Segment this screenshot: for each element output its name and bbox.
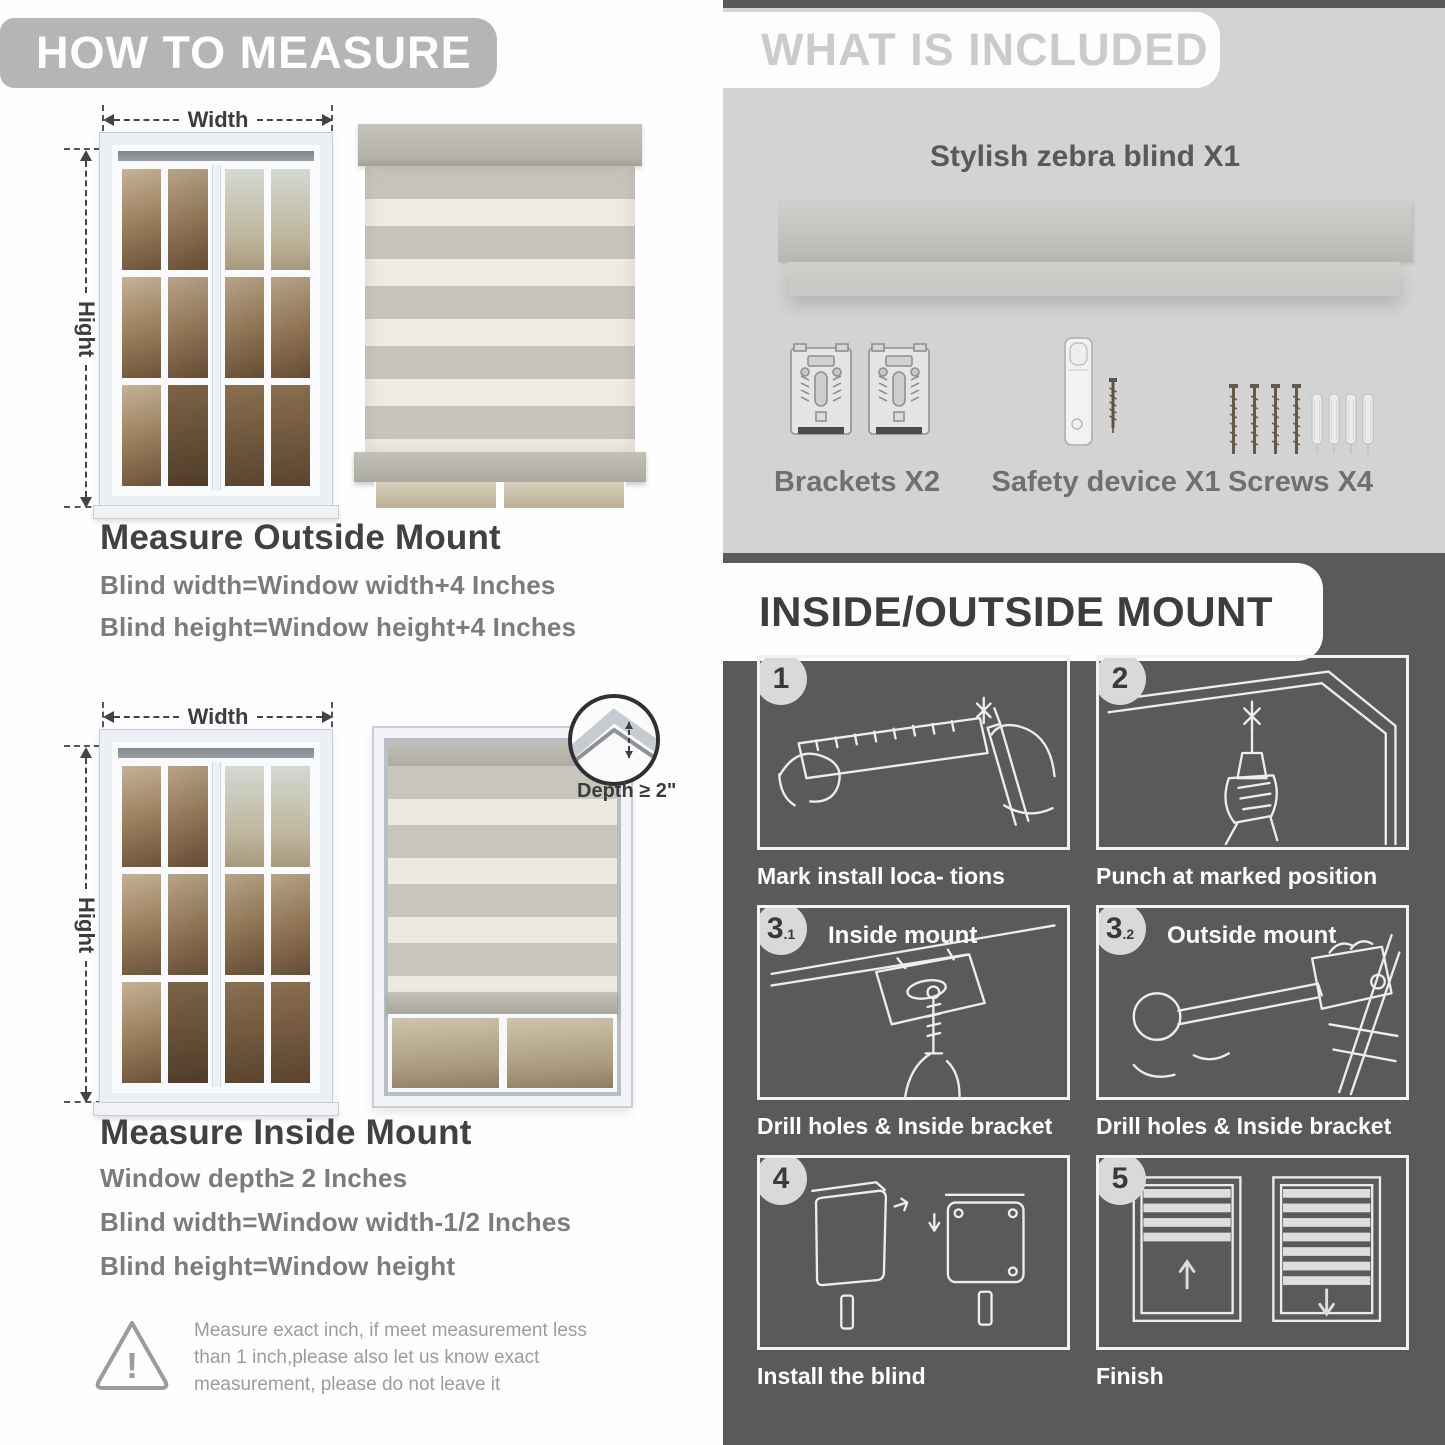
step-1-caption: Mark install loca- tions	[757, 863, 1005, 889]
step-2-caption: Punch at marked position	[1096, 863, 1378, 889]
window-photo-outside	[100, 133, 332, 508]
window-pane	[122, 169, 161, 270]
window-sill	[94, 506, 338, 518]
screws-label: Screws X4	[1227, 466, 1374, 498]
warning-text: Measure exact inch, if meet measurement less than 1 inch,please also let us know exact measurement, please do not leave it	[194, 1320, 587, 1395]
window-pane	[122, 766, 161, 867]
inside-mount-title: Measure Inside Mount	[100, 1113, 472, 1152]
window-pane	[271, 874, 310, 975]
step-4-caption: Install the blind	[757, 1363, 926, 1389]
step-number-badge: 3 .1	[757, 905, 807, 955]
height-arrow-outside	[74, 150, 99, 508]
step-number-badge: 3 .2	[1096, 905, 1146, 955]
inside-formula-width: Blind width=Window width-1/2 Inches	[100, 1207, 572, 1237]
window-pane	[225, 277, 264, 378]
window-top-shade	[118, 748, 314, 758]
window-mullion	[212, 165, 221, 490]
inside-formula-height: Blind height=Window height	[100, 1251, 456, 1281]
step-number-badge: 2	[1096, 655, 1146, 705]
arrow-up-icon	[80, 150, 92, 161]
window-photo-inside	[100, 730, 332, 1105]
window-pane	[271, 169, 310, 270]
screw-icon	[1106, 378, 1120, 434]
drill-icon	[1099, 658, 1406, 847]
step-3-2-caption: Drill holes & Inside bracket	[1096, 1113, 1392, 1139]
install-blind-icon	[760, 1158, 1067, 1347]
step-1	[757, 655, 1070, 890]
how-to-measure-title: HOW TO MEASURE	[36, 27, 472, 78]
arrow-down-icon	[80, 1092, 92, 1103]
window-pane	[122, 385, 161, 486]
mark-locations-icon	[760, 658, 1067, 847]
step-number-badge: 5	[1096, 1155, 1146, 1205]
window-pane	[225, 766, 264, 867]
blind-headrail-under	[788, 262, 1400, 296]
bracket-icon	[866, 342, 932, 442]
window-pane	[225, 385, 264, 486]
warning-triangle-icon	[92, 1316, 172, 1394]
window-below-blind	[388, 1014, 617, 1092]
outside-mount-title: Measure Outside Mount	[100, 518, 501, 557]
window-top-shade	[118, 151, 314, 161]
blind-bottom-rail	[354, 452, 646, 482]
blind-top-rail	[358, 124, 642, 166]
inside-mount-label: Inside mount	[828, 922, 978, 949]
window-pane	[271, 766, 310, 867]
blind-bottom-rail	[388, 992, 617, 1014]
step-5	[1096, 1155, 1409, 1390]
inside-formula-depth: Window depth≥ 2 Inches	[100, 1163, 408, 1193]
depth-zoom-icon	[566, 692, 662, 788]
window-pane	[271, 982, 310, 1083]
window-pane	[271, 385, 310, 486]
step-number-badge: 1	[757, 655, 807, 705]
zebra-blind-photo-outside	[358, 124, 642, 508]
window-pane	[168, 766, 207, 867]
warning-mark: !	[126, 1345, 138, 1386]
window-below-blind	[374, 482, 626, 508]
width-label-outside: Width	[187, 107, 249, 132]
how-to-measure-header	[0, 18, 497, 88]
brackets-label: Brackets X2	[773, 466, 941, 498]
arrow-down-icon	[80, 497, 92, 508]
window-pane	[225, 982, 264, 1083]
product-label: Stylish zebra blind X1	[929, 140, 1241, 173]
step-5-caption: Finish	[1096, 1363, 1164, 1389]
inside-outside-mount-header	[723, 563, 1323, 661]
outside-mount-label: Outside mount	[1167, 922, 1337, 949]
step-2	[1096, 655, 1409, 890]
inside-outside-mount-title: INSIDE/OUTSIDE MOUNT	[759, 588, 1274, 635]
window-pane	[168, 385, 207, 486]
width-arrow-inside	[103, 704, 333, 729]
step-3-1	[757, 905, 1070, 1140]
height-label-outside: Hight	[74, 300, 99, 358]
window-pane	[122, 277, 161, 378]
window-pane	[122, 982, 161, 1083]
window-pane	[225, 169, 264, 270]
outside-formula-height: Blind height=Window height+4 Inches	[100, 612, 577, 642]
safety-device-label: Safety device X1	[991, 466, 1221, 498]
safety-device-icon	[1062, 336, 1096, 448]
screws-icon	[1226, 384, 1302, 462]
height-arrow-inside	[74, 747, 99, 1103]
step-3-2	[1096, 905, 1409, 1140]
arrow-left-icon	[103, 711, 114, 723]
what-is-included-header	[723, 12, 1220, 88]
window-pane	[168, 982, 207, 1083]
depth-label: Depth ≥ 2"	[577, 780, 677, 802]
what-is-included-title: WHAT IS INCLUDED	[761, 24, 1209, 75]
top-divider	[723, 0, 1445, 8]
bracket-icon	[788, 342, 854, 442]
window-pane	[271, 277, 310, 378]
height-label-inside: Hight	[74, 896, 99, 954]
window-pane	[168, 874, 207, 975]
window-pane	[122, 874, 161, 975]
window-pane	[225, 874, 264, 975]
wall-anchors-icon	[1310, 392, 1374, 458]
window-pane	[168, 169, 207, 270]
blind-striped-body	[365, 166, 635, 452]
finish-blinds-icon	[1099, 1158, 1406, 1347]
arrow-left-icon	[103, 114, 114, 126]
width-label-inside: Width	[187, 704, 249, 729]
measure-warning	[92, 1316, 614, 1399]
width-arrow-outside	[103, 107, 333, 132]
window-pane	[168, 277, 207, 378]
step-3-1-caption: Drill holes & Inside bracket	[757, 1113, 1053, 1139]
step-4	[757, 1155, 1070, 1390]
blind-headrail-image	[778, 200, 1412, 262]
outside-formula-width: Blind width=Window width+4 Inches	[100, 570, 556, 600]
arrow-up-icon	[80, 747, 92, 758]
window-mullion	[212, 762, 221, 1087]
step-number-badge: 4	[757, 1155, 807, 1205]
